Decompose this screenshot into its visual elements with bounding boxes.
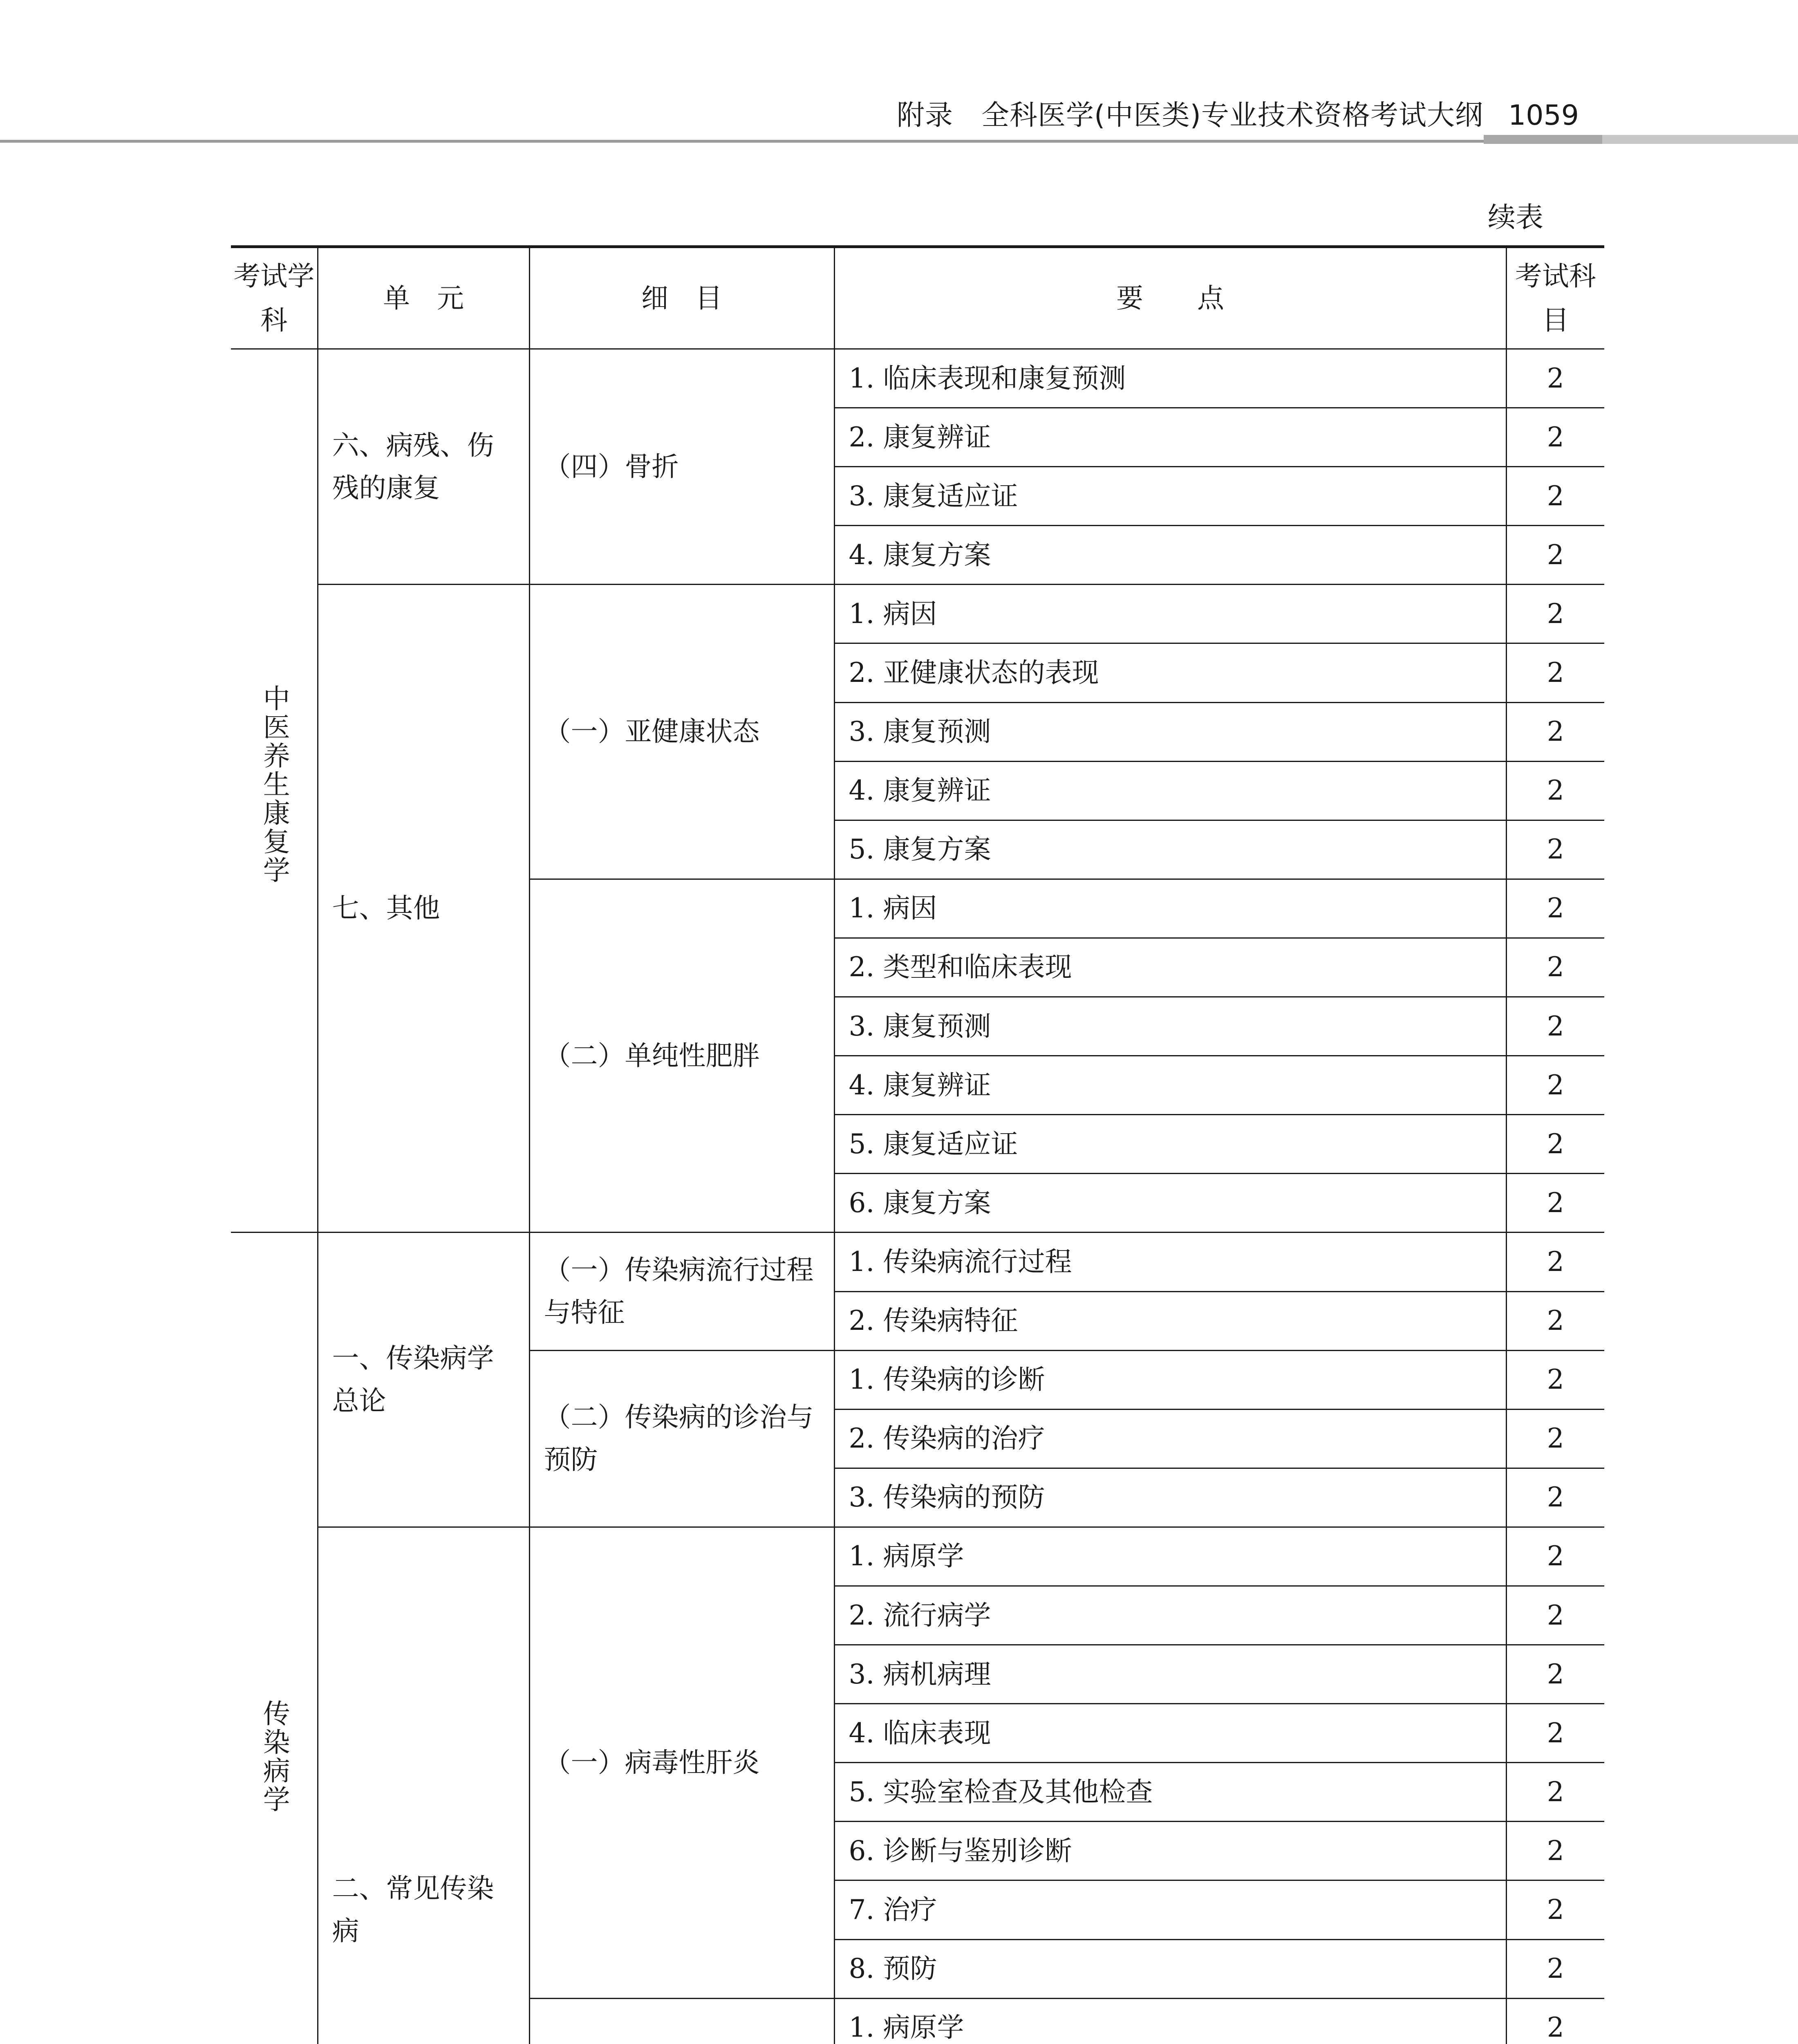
point-cell: 6. 诊断与鉴别诊断 <box>834 1822 1506 1880</box>
level-cell: 2 <box>1506 349 1604 408</box>
subject-label: 中医养生康复学 <box>258 684 290 885</box>
level-cell: 2 <box>1506 820 1604 879</box>
table-header-row <box>231 247 1604 349</box>
level-cell: 2 <box>1506 1291 1604 1350</box>
point-cell: 2. 传染病的治疗 <box>834 1409 1506 1468</box>
point-cell: 7. 治疗 <box>834 1880 1506 1939</box>
detail-cell: （二）单纯性肥胖 <box>529 879 834 1233</box>
level-cell: 2 <box>1506 1645 1604 1704</box>
level-cell: 2 <box>1506 1056 1604 1115</box>
table-row <box>231 585 1604 643</box>
page-number: 1059 <box>1508 99 1579 132</box>
table-row <box>231 349 1604 408</box>
level-cell: 2 <box>1506 1763 1604 1822</box>
point-cell: 2. 类型和临床表现 <box>834 938 1506 997</box>
point-cell: 6. 康复方案 <box>834 1174 1506 1233</box>
point-cell: 4. 康复方案 <box>834 526 1506 585</box>
running-header-title: 附录 全科医学(中医类)专业技术资格考试大纲 <box>896 99 1483 132</box>
point-cell: 1. 病因 <box>834 879 1506 938</box>
column-header-unit: 单 元 <box>318 247 529 349</box>
level-cell: 2 <box>1506 1527 1604 1586</box>
level-cell: 2 <box>1506 938 1604 997</box>
point-cell: 1. 病原学 <box>834 1998 1506 2044</box>
unit-cell: 六、病残、伤残的康复 <box>318 349 529 585</box>
level-cell: 2 <box>1506 1468 1604 1527</box>
level-cell: 2 <box>1506 879 1604 938</box>
detail-cell: （一）传染病流行过程与特征 <box>529 1233 834 1350</box>
detail-cell: （一）病毒性肝炎 <box>529 1527 834 1998</box>
table-row <box>231 1233 1604 1291</box>
level-cell: 2 <box>1506 1880 1604 1939</box>
level-cell: 2 <box>1506 526 1604 585</box>
level-cell: 2 <box>1506 408 1604 467</box>
detail-cell <box>529 1998 834 2044</box>
point-cell: 2. 康复辨证 <box>834 408 1506 467</box>
point-cell: 8. 预防 <box>834 1939 1506 1998</box>
detail-cell: （四）骨折 <box>529 349 834 585</box>
syllabus-table <box>231 245 1604 2044</box>
header-accent-bar-dark <box>1484 135 1602 144</box>
level-cell: 2 <box>1506 643 1604 702</box>
subject-cell <box>231 1233 318 2044</box>
subject-cell <box>231 349 318 1233</box>
unit-cell: 二、常见传染病 <box>318 1527 529 2044</box>
point-cell: 2. 传染病特征 <box>834 1291 1506 1350</box>
point-cell: 3. 传染病的预防 <box>834 1468 1506 1527</box>
subject-label: 传染病学 <box>258 1699 290 1814</box>
level-cell: 2 <box>1506 1822 1604 1880</box>
point-cell: 5. 实验室检查及其他检查 <box>834 1763 1506 1822</box>
level-cell: 2 <box>1506 761 1604 820</box>
table-row <box>231 1527 1604 1586</box>
level-cell: 2 <box>1506 467 1604 526</box>
unit-cell: 七、其他 <box>318 585 529 1233</box>
point-cell: 1. 传染病的诊断 <box>834 1350 1506 1409</box>
level-cell: 2 <box>1506 1939 1604 1998</box>
point-cell: 1. 临床表现和康复预测 <box>834 349 1506 408</box>
level-cell: 2 <box>1506 1586 1604 1645</box>
point-cell: 1. 病因 <box>834 585 1506 643</box>
level-cell: 2 <box>1506 1704 1604 1763</box>
level-cell: 2 <box>1506 1998 1604 2044</box>
column-header-level: 考试科目 <box>1506 247 1604 349</box>
point-cell: 5. 康复适应证 <box>834 1115 1506 1174</box>
point-cell: 3. 康复预测 <box>834 997 1506 1056</box>
level-cell: 2 <box>1506 585 1604 643</box>
point-cell: 4. 康复辨证 <box>834 1056 1506 1115</box>
level-cell: 2 <box>1506 997 1604 1056</box>
level-cell: 2 <box>1506 1409 1604 1468</box>
column-header-detail: 细 目 <box>529 247 834 349</box>
point-cell: 1. 传染病流行过程 <box>834 1233 1506 1291</box>
point-cell: 2. 流行病学 <box>834 1586 1506 1645</box>
point-cell: 3. 康复适应证 <box>834 467 1506 526</box>
level-cell: 2 <box>1506 1233 1604 1291</box>
detail-cell: （二）传染病的诊治与预防 <box>529 1350 834 1527</box>
point-cell: 3. 康复预测 <box>834 702 1506 761</box>
point-cell: 4. 康复辨证 <box>834 761 1506 820</box>
detail-cell: （一）亚健康状态 <box>529 585 834 879</box>
point-cell: 2. 亚健康状态的表现 <box>834 643 1506 702</box>
column-header-subject: 考试学科 <box>231 247 318 349</box>
unit-cell: 一、传染病学总论 <box>318 1233 529 1527</box>
point-cell: 5. 康复方案 <box>834 820 1506 879</box>
point-cell: 1. 病原学 <box>834 1527 1506 1586</box>
continued-label: 续表 <box>1488 202 1544 234</box>
point-cell: 4. 临床表现 <box>834 1704 1506 1763</box>
level-cell: 2 <box>1506 1174 1604 1233</box>
point-cell: 3. 病机病理 <box>834 1645 1506 1704</box>
level-cell: 2 <box>1506 702 1604 761</box>
level-cell: 2 <box>1506 1115 1604 1174</box>
level-cell: 2 <box>1506 1350 1604 1409</box>
column-header-points: 要 点 <box>834 247 1506 349</box>
